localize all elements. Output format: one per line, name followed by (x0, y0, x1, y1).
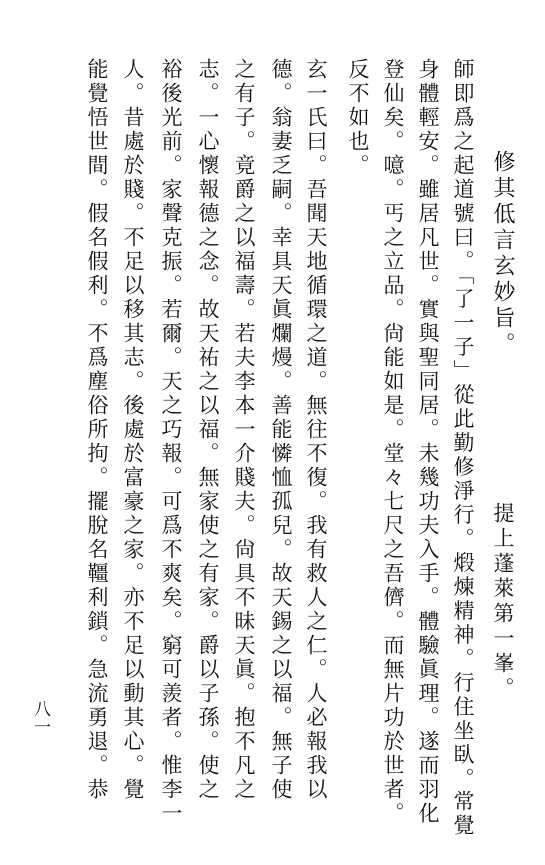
text-column-9: 志。一心懷報德之念。故天祐之以福。無家使之有家。爵以子孫。使之 (196, 58, 220, 802)
text-column-3: 身體輕安。雖居凡世。實與聖同居。未幾功夫入手。體驗眞理。遂而羽化 (416, 58, 440, 826)
text-column-1: 常覺 (451, 790, 475, 838)
text-column-6: 玄一氏曰。吾聞天地循環之道。無往不復。我有救人之仁。人必報我以 (304, 58, 328, 802)
text-column-12: 能覺悟世間。假名假利。不爲塵俗所拘。擺脫名韁利鎖。急流勇退。恭 (85, 58, 109, 802)
text-column-5: 反不如也。 (346, 58, 370, 178)
text-column-11: 人。昔處於賤。不足以移其志。後處於富豪之家。亦不足以動其心。覺 (121, 58, 145, 802)
text-column-8: 之有子。竟爵之以福壽。若夫李本一介賤夫。尙具不昧天眞。抱不凡之 (232, 58, 256, 802)
attribution-line: 提上蓬萊第一峯。 (491, 502, 515, 702)
text-column-4: 登仙矣。噫。丐之立品。尙能如是。堂々七尺之吾儕。而無片功於世者。 (381, 58, 405, 826)
text-column-2: 師即爲之起道號曰。「了一子」從此勤修淨行。煅煉精神。行住坐臥。 (451, 58, 475, 792)
chapter-title: 修其低言玄妙旨。 (490, 150, 515, 358)
page-number: 八一 (30, 700, 50, 736)
text-column-10: 裕後光前。家聲克振。若爾。天之巧報。可爲不爽矣。窮可羨者。惟李一 (159, 58, 183, 826)
text-column-7: 德。翁妻乏嗣。幸具天眞爛熳。善能憐恤孤兒。故天錫之以福。無子使 (269, 58, 293, 802)
